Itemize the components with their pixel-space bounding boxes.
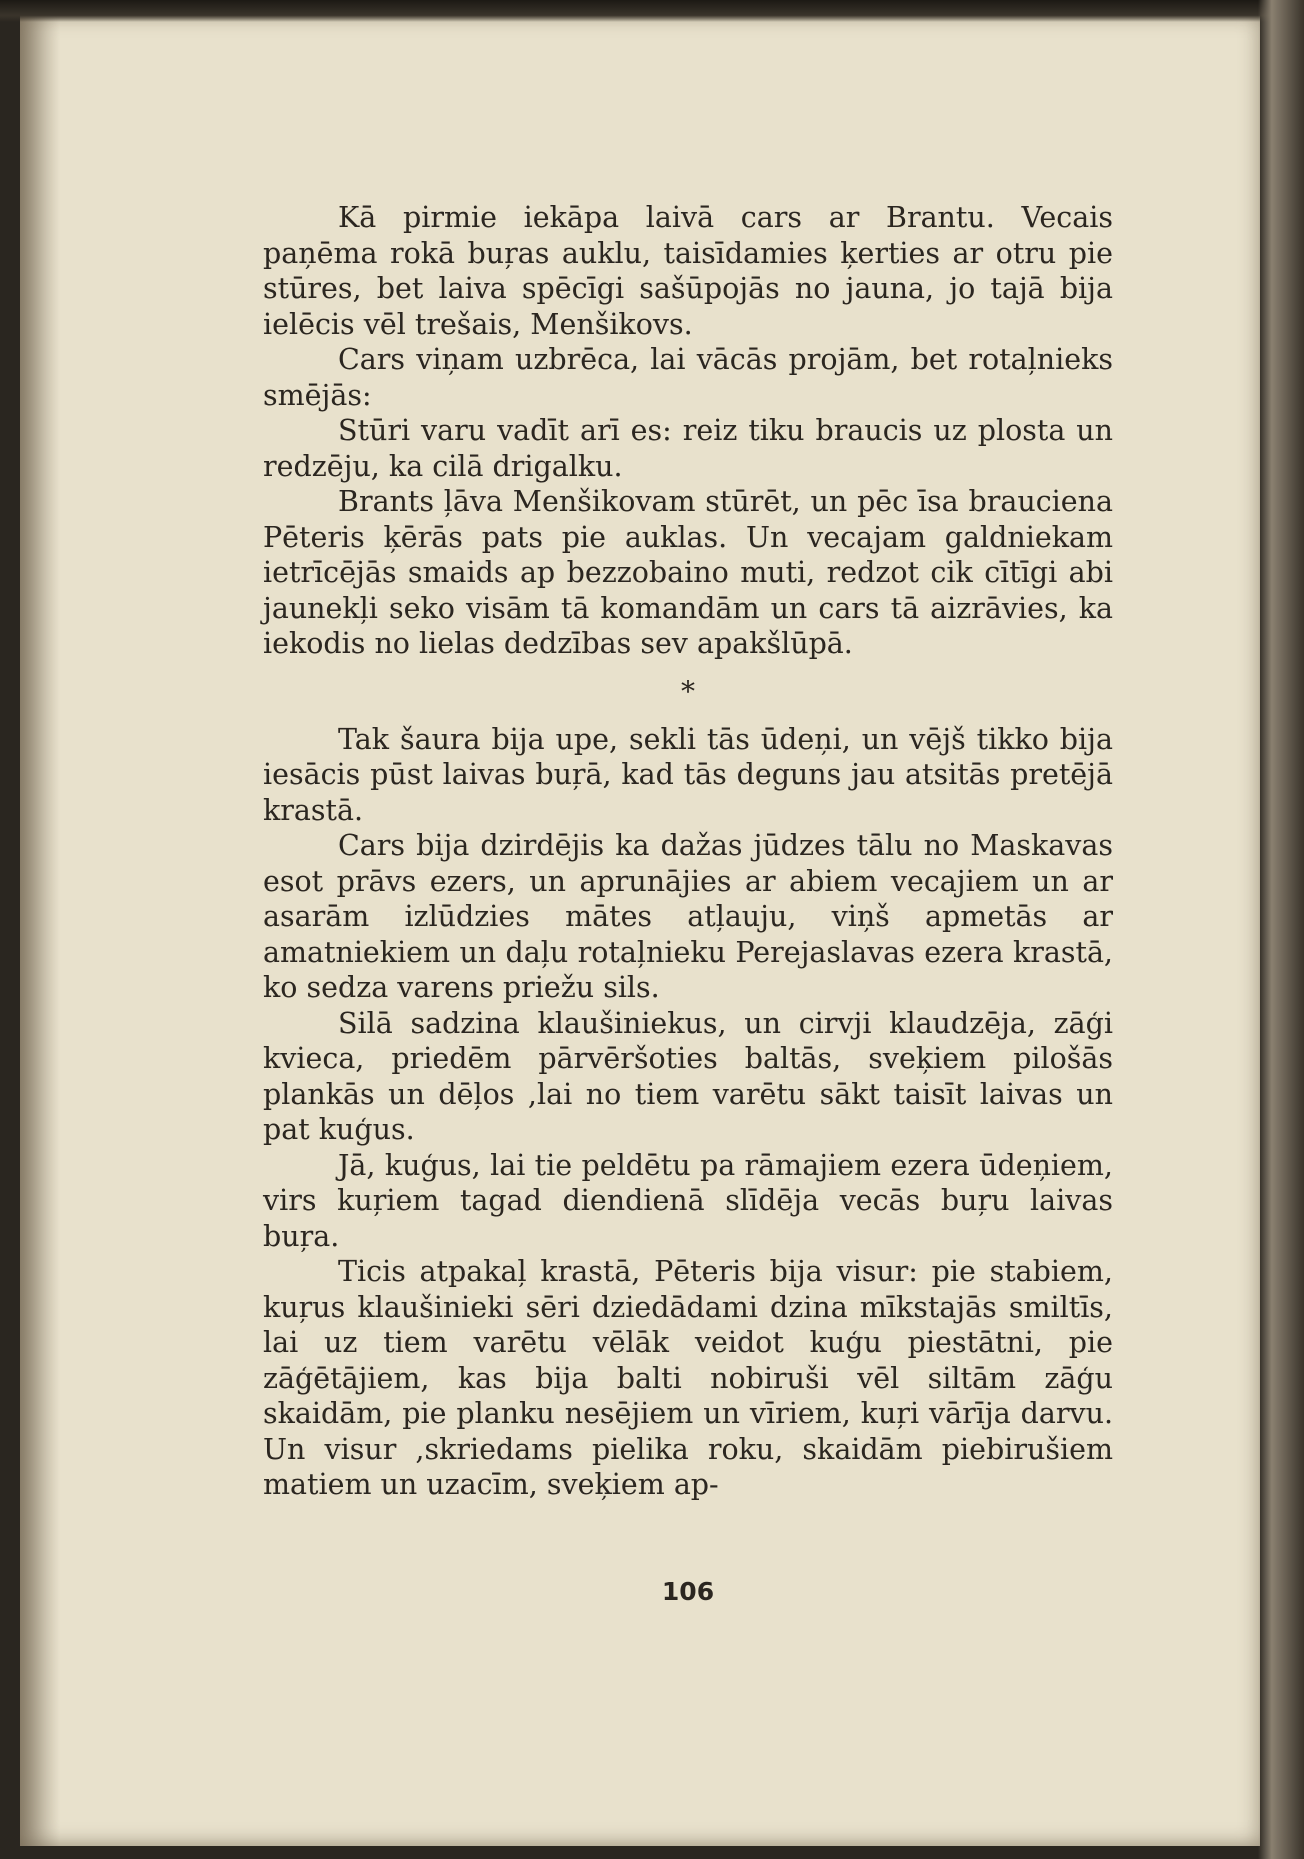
paragraph: Cars bija dzirdējis ka dažas jūdzes tālu no Maskavas esot prāvs ezers, un aprunājies ar abiem vecajiem un ar asarām izlūdzies mātes atļauju, viņš apmetās ar amatniekiem un daļu rotaļnieku Perejaslavas ezera krastā, ko sedza varens priežu sils. [263, 829, 1113, 1004]
paragraph: Jā, kuģus, lai tie peldētu pa rāmajiem ezera ūdeņiem, virs kuŗiem tagad diendienā slīdēja vecās buŗu laivas buŗa. [263, 1148, 1113, 1253]
paragraph: Brants ļāva Menšikovam stūrēt, un pēc īsa brauciena Pēteris ķērās pats pie auklas. Un vecajam galdniekam ietrīcējās smaids ap bezzobaino muti, redzot cik cītīgi abi jaunekļi seko visām tā komandām un cars tā aizrāvies, ka iekodis no lielas dedzības sev apakšlūpā. [263, 485, 1113, 660]
section-separator: * [681, 674, 695, 708]
body-text [263, 200, 1113, 1503]
gutter-shadow [20, 14, 60, 1846]
paragraph: Cars viņam uzbrēca, lai vācās projām, bet rotaļnieks smējās: [263, 343, 1113, 412]
paragraph: Stūri varu vadīt arī es: reiz tiku braucis uz plosta un redzēju, ka cilā drigalku. [263, 414, 1113, 483]
paragraph: Ticis atpakaļ krastā, Pēteris bija visur: pie stabiem, kuŗus klaušinieki sēri dziedādami dzina mīkstajās smiltīs, lai uz tiem varētu vēlāk veidot kuģu piestātni, pie zāģētājiem, kas bija balti nobiruši vēl siltām zāģu skaidām, pie planku nesējiem un vīriem, kuŗi vārīja darvu. Un visur ,skriedams pielika roku, skaidām piebirušiem matiem un uzacīm, sveķiem ap- [263, 1255, 1113, 1501]
paragraph: Tak šaura bija upe, sekli tās ūdeņi, un vējš tikko bija iesācis pūst laivas buŗā, kad tās deguns jau atsitās pretējā krastā. [263, 722, 1113, 827]
paragraph: Silā sadzina klaušiniekus, un cirvji klaudzēja, zāģi kvieca, priedēm pārvēršoties baltās, sveķiem pilošās plankās un dēļos ,lai no tiem varētu sākt taisīt laivas un pat kuģus. [263, 1006, 1113, 1146]
page-number: 106 [661, 1577, 715, 1606]
paragraph: Kā pirmie iekāpa laivā cars ar Brantu. Vecais paņēma rokā buŗas auklu, taisīdamies ķerties ar otru pie stūres, bet laiva spēcīgi sašūpojās no jauna, jo tajā bija ielēcis vēl trešais, Menšikovs. [263, 201, 1113, 341]
top-edge-shadow [0, 0, 1304, 22]
